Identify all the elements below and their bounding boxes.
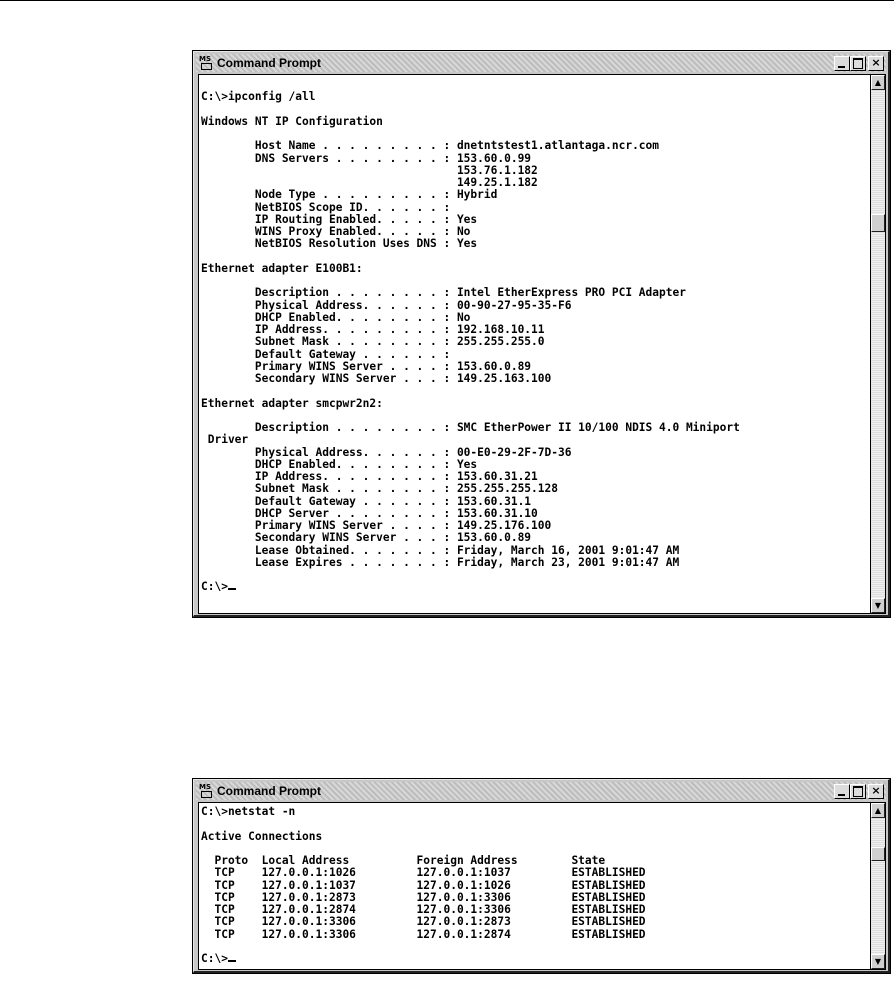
text-cursor — [228, 960, 236, 962]
console-line: Description . . . . . . . . : Intel EtherExpress PRO PCI Adapter — [201, 286, 686, 300]
console-line: IP Address. . . . . . . . . : 192.168.10.11 — [201, 323, 545, 336]
console-line: Description . . . . . . . . : SMC EtherPower II 10/100 NDIS 4.0 Miniport — [201, 421, 740, 434]
window-title: Command Prompt — [217, 784, 322, 798]
close-button[interactable]: × — [868, 784, 884, 799]
console-line: DHCP Enabled. . . . . . . . : No — [201, 310, 471, 324]
console-line: DHCP Enabled. . . . . . . . : Yes — [201, 457, 478, 471]
console-line: TCP 127.0.0.1:2874 127.0.0.1:3306 ESTABLISHED — [201, 903, 646, 916]
console-line: Active Connections — [201, 829, 323, 843]
console-line: Ethernet adapter smcpwr2n2: — [201, 396, 383, 410]
console-line: Default Gateway . . . . . . : 153.60.31.1 — [201, 494, 532, 508]
console-line: C:\> — [201, 580, 228, 594]
title-bar[interactable] — [196, 54, 886, 72]
title-bar[interactable] — [196, 782, 886, 800]
console-text — [199, 75, 871, 594]
console-line: 153.76.1.182 — [201, 163, 538, 177]
console-line: Secondary WINS Server . . . : 149.25.163.100 — [201, 372, 552, 385]
console-line: Driver — [201, 433, 249, 447]
console-line: Default Gateway . . . . . . : — [201, 347, 451, 361]
scroll-up-button[interactable]: ▲ — [871, 803, 885, 818]
scroll-up-button[interactable]: ▲ — [871, 75, 885, 90]
console-line: 149.25.1.182 — [201, 176, 538, 189]
page-top-rule — [0, 0, 894, 1]
maximize-button[interactable] — [850, 56, 866, 71]
command-prompt-window-netstat[interactable] — [193, 779, 890, 973]
console-line: Node Type . . . . . . . . . : Hybrid — [201, 188, 498, 202]
console-line: Ethernet adapter E100B1: — [201, 261, 363, 275]
ms-dos-icon[interactable]: MS — [199, 56, 213, 70]
console-line: DNS Servers . . . . . . . . : 153.60.0.99 — [201, 151, 532, 165]
console-line: NetBIOS Scope ID. . . . . . : — [201, 200, 451, 214]
vertical-scrollbar[interactable] — [870, 74, 886, 614]
maximize-button[interactable] — [850, 784, 866, 799]
console-line: Host Name . . . . . . . . . : dnetntstest1.atlantaga.ncr.com — [201, 139, 660, 153]
console-line: TCP 127.0.0.1:2873 127.0.0.1:3306 ESTABLISHED — [201, 890, 646, 904]
console-line: C:\>ipconfig /all — [201, 90, 316, 104]
console-line: C:\>netstat -n — [201, 805, 296, 818]
text-cursor — [228, 588, 236, 590]
console-output[interactable] — [198, 74, 872, 614]
scroll-down-button[interactable]: ▼ — [871, 954, 885, 969]
console-line: IP Routing Enabled. . . . . : Yes — [201, 212, 478, 226]
console-line: C:\> — [201, 952, 228, 965]
console-line: Proto Local Address Foreign Address State — [201, 854, 606, 867]
console-line: Subnet Mask . . . . . . . . : 255.255.255.0 — [201, 335, 545, 349]
console-line: DHCP Server . . . . . . . . : 153.60.31.10 — [201, 506, 538, 520]
minimize-button[interactable] — [834, 56, 850, 71]
console-line: Primary WINS Server . . . . : 153.60.0.89 — [201, 359, 532, 373]
console-text — [199, 803, 871, 965]
console-line: Physical Address. . . . . . : 00-E0-29-2F-7D-36 — [201, 445, 572, 459]
window-title: Command Prompt — [217, 56, 322, 70]
vertical-scrollbar[interactable] — [870, 802, 886, 970]
console-line: IP Address. . . . . . . . . : 153.60.31.21 — [201, 470, 538, 483]
console-line: TCP 127.0.0.1:1026 127.0.0.1:1037 ESTABLISHED — [201, 866, 646, 880]
minimize-button[interactable] — [834, 784, 850, 799]
console-line: Lease Obtained. . . . . . . : Friday, March 16, 2001 9:01:47 AM — [201, 543, 680, 557]
console-line: Physical Address. . . . . . : 00-90-27-95-35-F6 — [201, 298, 572, 312]
console-line: NetBIOS Resolution Uses DNS : Yes — [201, 237, 478, 251]
console-line: Windows NT IP Configuration — [201, 114, 383, 128]
console-line: TCP 127.0.0.1:1037 127.0.0.1:1026 ESTABLISHED — [201, 878, 646, 892]
command-prompt-window-ipconfig[interactable] — [193, 51, 890, 617]
ms-dos-icon[interactable]: MS — [199, 784, 213, 798]
close-button[interactable]: × — [868, 56, 884, 71]
scroll-thumb[interactable] — [871, 847, 885, 861]
console-line: TCP 127.0.0.1:3306 127.0.0.1:2874 ESTABLISHED — [201, 927, 646, 941]
console-line: Primary WINS Server . . . . : 149.25.176.100 — [201, 519, 552, 532]
console-line: Secondary WINS Server . . . : 153.60.0.89 — [201, 531, 532, 545]
console-output[interactable] — [198, 802, 872, 970]
console-line: WINS Proxy Enabled. . . . . : No — [201, 225, 471, 238]
console-line: TCP 127.0.0.1:3306 127.0.0.1:2873 ESTABLISHED — [201, 915, 646, 929]
scroll-down-button[interactable]: ▼ — [871, 598, 885, 613]
console-line: Lease Expires . . . . . . . : Friday, March 23, 2001 9:01:47 AM — [201, 555, 680, 569]
console-line: Subnet Mask . . . . . . . . : 255.255.255.128 — [201, 482, 558, 496]
scroll-thumb[interactable] — [871, 214, 885, 232]
